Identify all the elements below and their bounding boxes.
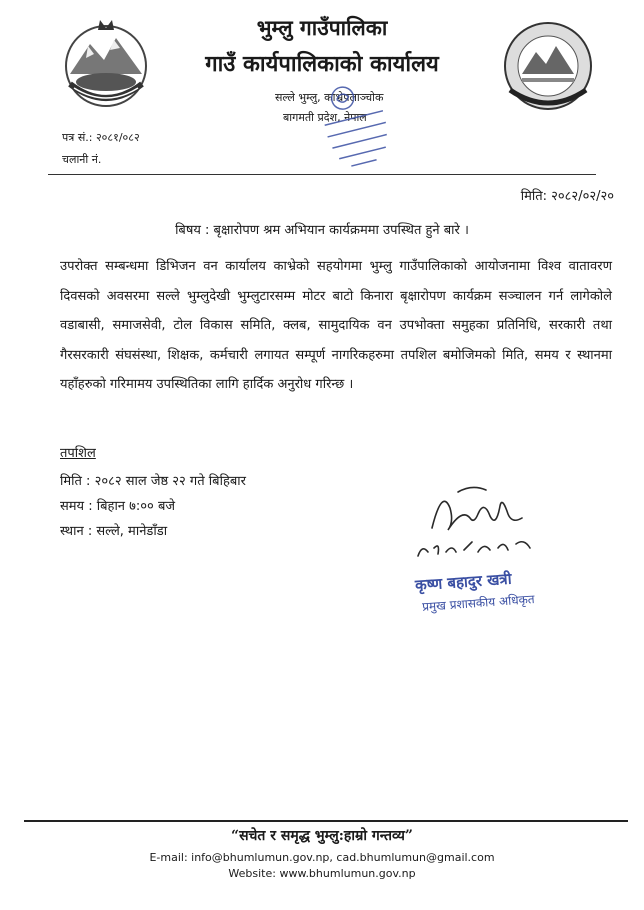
event-time: समय : बिहान ७:०० बजे — [60, 499, 176, 514]
header-divider — [48, 174, 596, 175]
letter-subject: बिषय : बृक्षारोपण श्रम अभियान कार्यक्रममा उपस्थित हुने बारे । — [175, 223, 469, 238]
footer-slogan: “सचेत र समृद्ध भुम्लु:हाम्रो गन्तव्य” — [231, 828, 413, 844]
footer-email: E-mail: info@bhumlumun.gov.np, cad.bhumlumun@gmail.com — [149, 851, 495, 864]
event-date: मिति : २०८२ साल जेष्ठ २२ गते बिहिबार — [60, 474, 246, 489]
reference-number: पत्र सं.: २०८१/०८२ — [62, 131, 140, 144]
signatory-title: प्रमुख प्रशासकीय अधिकृत — [421, 592, 536, 614]
letter-body: उपरोक्त सम्बन्धमा डिभिजन वन कार्यालय काभ्रेको सहयोगमा भुम्लु गाउँपालिकाको आयोजनामा विश्व वातावरण दिवसको अवसरमा सल्ले भुम्लुदेखी भुम्लुटारसम्म मोटर बाटो किनारा बृक्षारोपण कार्यक्रम सञ्चालन गर्न लागेकोले वडाबासी, समाजसेवी, टोल विकास समिति, क्लब, सामुदायिक वन उपभोक्ता समुहका प्रतिनिधि, सरकारी तथा गैरसरकारी संघसंस्था, शिक्षक, कर्मचारी लगायत सम्पूर्ण नागरिकहरुमा तपशिल बमोजिमको मिति, समय र स्थानमा यहाँहरुको गरिमामय उपस्थितिका लागि हार्दिक अनुरोध गरिन्छ । — [60, 259, 612, 392]
footer-divider — [24, 820, 628, 822]
office-name: भुम्लु गाउँपालिका — [256, 16, 388, 40]
office-title: गाउँ कार्यपालिकाको कार्यालय — [205, 52, 439, 77]
signatory-name: कृष्ण बहादुर खत्री — [414, 569, 513, 595]
handwritten-signature — [412, 478, 552, 568]
dispatch-number: चलानी नं. — [62, 153, 102, 166]
address-line-2: बागमती प्रदेश, नेपाल — [283, 111, 367, 124]
details-heading: तपशिल — [60, 446, 96, 461]
letter-date: मिति: २०८२/०२/२० — [520, 189, 614, 204]
office-stamp — [320, 82, 390, 172]
address-line-1: सल्ले भुम्लु, काभ्रेपलाञ्चोक — [275, 91, 384, 104]
footer-website: Website: www.bhumlumun.gov.np — [228, 867, 416, 880]
event-place: स्थान : सल्ले, मानेडाँडा — [60, 524, 168, 539]
